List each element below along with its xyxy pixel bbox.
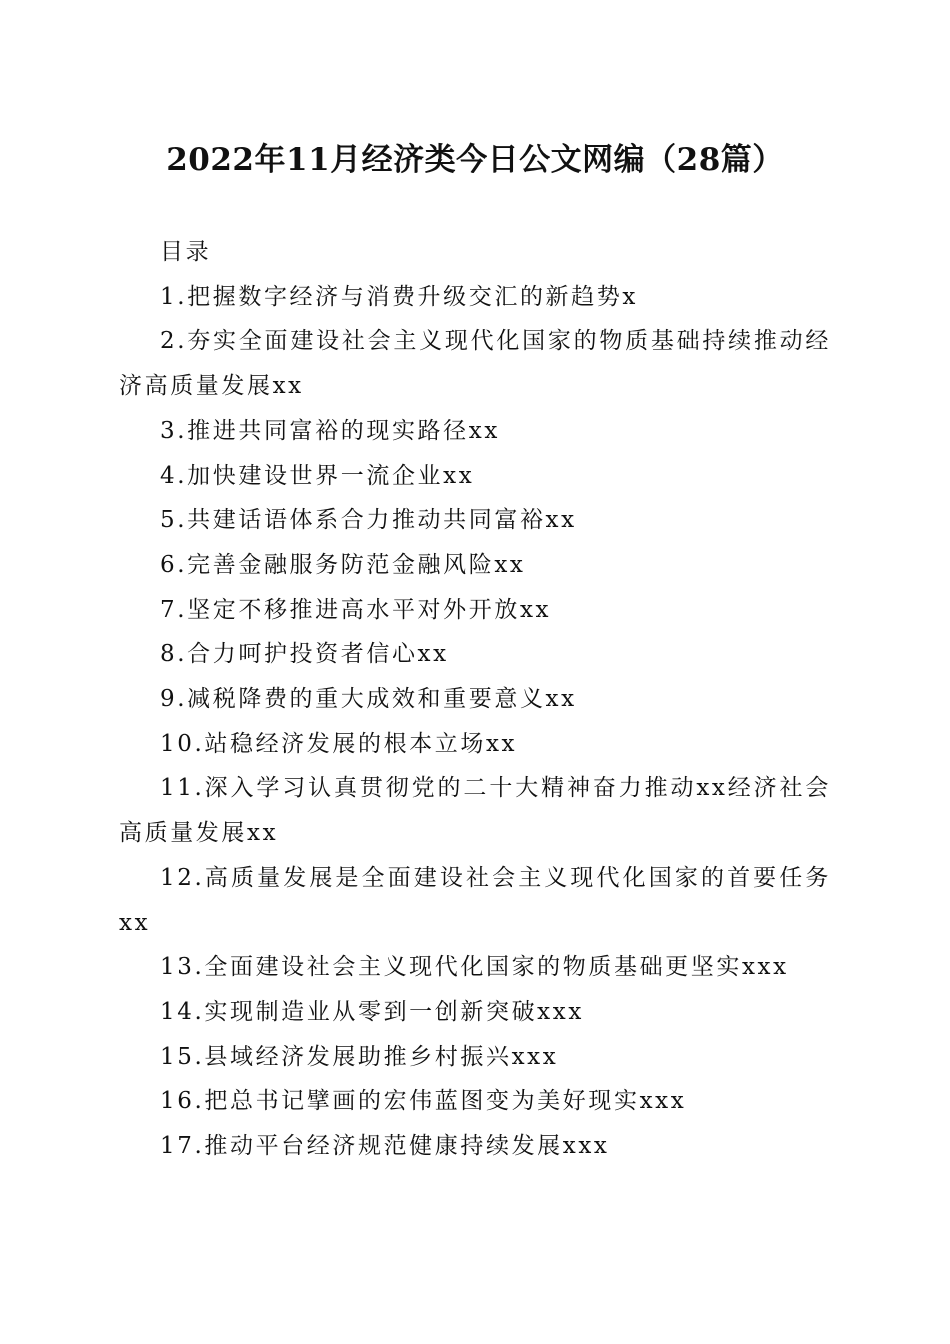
toc-item: 5.共建话语体系合力推动共同富裕xx	[160, 507, 577, 534]
toc-item: 14.实现制造业从零到一创新突破xxx	[160, 998, 584, 1025]
toc-item: 9.减税降费的重大成效和重要意义xx	[160, 686, 577, 713]
document-title: 2022年11月经济类今日公文网编（28篇）	[166, 142, 784, 178]
toc-list	[119, 275, 831, 1169]
toc-item: 2.夯实全面建设社会主义现代化国家的物质基础持续推动经济高质量发展xx	[119, 328, 831, 400]
toc-item: 17.推动平台经济规范健康持续发展xxx	[160, 1133, 610, 1160]
toc-item: 4.加快建设世界一流企业xx	[160, 462, 475, 489]
toc-item: 10.站稳经济发展的根本立场xx	[160, 730, 518, 757]
toc-item: 13.全面建设社会主义现代化国家的物质基础更坚实xxx	[160, 954, 789, 981]
table-of-contents	[119, 230, 831, 1169]
toc-item: 3.推进共同富裕的现实路径xx	[160, 417, 500, 444]
toc-item: 6.完善金融服务防范金融风险xx	[160, 551, 526, 578]
toc-item: 7.坚定不移推进高水平对外开放xx	[160, 596, 552, 623]
toc-heading: 目录	[160, 239, 212, 265]
toc-item: 1.把握数字经济与消费升级交汇的新趋势x	[160, 283, 638, 310]
toc-item: 16.把总书记擘画的宏伟蓝图变为美好现实xxx	[160, 1088, 687, 1115]
toc-item: 12.高质量发展是全面建设社会主义现代化国家的首要任务xx	[119, 864, 831, 936]
toc-item: 8.合力呵护投资者信心xx	[160, 641, 449, 668]
toc-item: 11.深入学习认真贯彻党的二十大精神奋力推动xx经济社会高质量发展xx	[119, 775, 831, 847]
toc-item: 15.县域经济发展助推乡村振兴xxx	[160, 1043, 559, 1070]
